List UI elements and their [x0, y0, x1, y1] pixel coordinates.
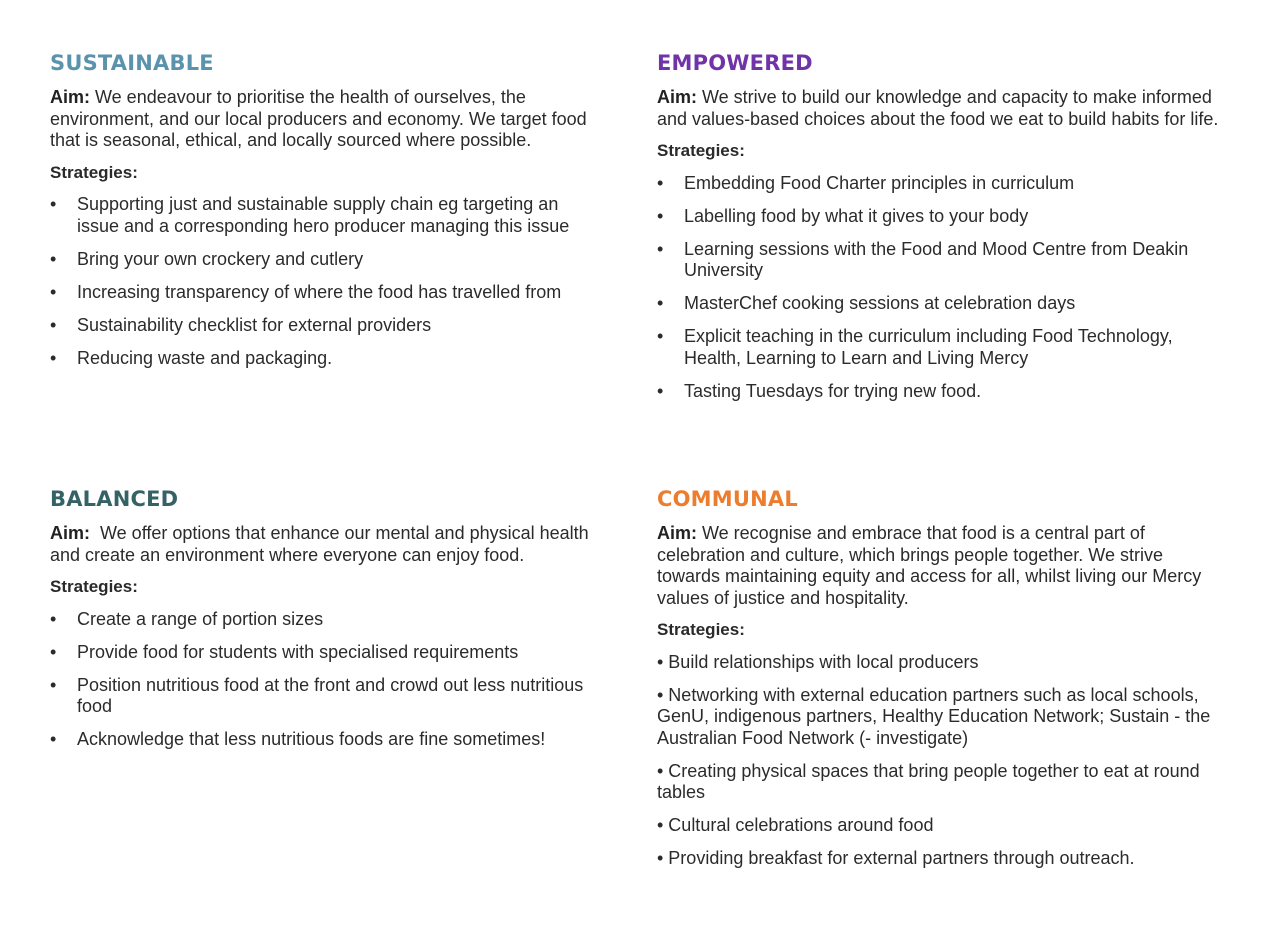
- bullet-icon: •: [50, 641, 57, 662]
- bullet-icon: •: [50, 608, 57, 629]
- list-item: [657, 206, 1225, 228]
- list-item: [50, 675, 602, 718]
- list-item: [657, 381, 1225, 403]
- aim-text: We recognise and embrace that food is a central part of celebration and culture, which brings people together. We strive towards maintaining equity and access for all, whilst living our Mercy values of justice and hospitality.: [657, 523, 1202, 608]
- aim-paragraph: [657, 523, 1225, 609]
- list-item-text: Sustainability checklist for external providers: [77, 314, 432, 335]
- list-item: [657, 293, 1225, 315]
- list-item: [657, 326, 1225, 369]
- bullet-icon: •: [50, 314, 57, 335]
- list-item: • Networking with external education partners such as local schools, GenU, indigenous partners, Healthy Education Network; Sustain - the Australian Food Network (- investigate): [657, 684, 1211, 748]
- section-title: COMMUNAL: [657, 487, 798, 511]
- list-item: • Providing breakfast for external partners through outreach.: [657, 848, 1135, 868]
- bullet-icon: •: [50, 281, 57, 302]
- strategies-heading: Strategies:: [50, 577, 138, 596]
- bullet-icon: •: [657, 326, 664, 346]
- list-item: • Cultural celebrations around food: [657, 815, 934, 835]
- section-title: BALANCED: [50, 487, 179, 511]
- list-item: [50, 642, 602, 664]
- aim-paragraph: [657, 87, 1225, 130]
- list-item-text: Provide food for students with specialised requirements: [77, 641, 519, 662]
- list-item-text: Supporting just and sustainable supply chain eg targeting an issue and a corresponding hero producer managing this issue: [77, 194, 570, 236]
- bullet-icon: •: [50, 347, 57, 368]
- bullet-icon: •: [50, 674, 57, 695]
- bullet-icon: •: [50, 248, 57, 269]
- section-title: SUSTAINABLE: [50, 51, 214, 75]
- list-item: [50, 315, 602, 337]
- section-sustainable: [50, 50, 602, 381]
- list-item-text: Explicit teaching in the curriculum including Food Technology, Health, Learning to Learn and Living Mercy: [684, 326, 1173, 368]
- list-item-text: Embedding Food Charter principles in curriculum: [684, 172, 1075, 193]
- section-communal: [657, 486, 1225, 881]
- aim-paragraph: [50, 87, 602, 152]
- bullet-icon: •: [657, 172, 664, 193]
- section-balanced: [50, 486, 602, 762]
- list-item: • Build relationships with local producers: [657, 651, 979, 672]
- list-item-text: Create a range of portion sizes: [77, 608, 324, 629]
- list-item-text: MasterChef cooking sessions at celebration days: [684, 293, 1076, 313]
- list-item-text: Increasing transparency of where the food has travelled from: [77, 281, 562, 302]
- aim-label: Aim:: [657, 87, 697, 107]
- bullet-icon: •: [657, 293, 664, 313]
- strategies-heading: Strategies:: [50, 162, 138, 182]
- aim-text: We offer options that enhance our mental and physical health and create an environment where everyone can enjoy food.: [50, 523, 594, 565]
- strategies-list: [50, 609, 602, 751]
- aim-text: We strive to build our knowledge and capacity to make informed and values-based choices about the food we eat to build habits for life.: [657, 87, 1219, 129]
- list-item: [50, 729, 602, 751]
- aim-label: Aim:: [50, 523, 90, 543]
- strategies-list: [50, 194, 602, 369]
- bullet-icon: •: [50, 729, 57, 749]
- section-empowered: [657, 50, 1225, 414]
- list-item-text: Reducing waste and packaging.: [77, 347, 333, 368]
- aim-label: Aim:: [657, 523, 697, 543]
- strategies-heading: Strategies:: [657, 620, 745, 639]
- strategies-list: [657, 173, 1225, 403]
- strategies-heading: Strategies:: [657, 141, 745, 160]
- bullet-icon: •: [657, 205, 664, 226]
- section-title: EMPOWERED: [657, 51, 813, 75]
- list-item: • Creating physical spaces that bring people together to eat at round tables: [657, 760, 1200, 802]
- list-item-text: Learning sessions with the Food and Mood Centre from Deakin University: [684, 238, 1189, 280]
- list-item: [657, 173, 1225, 195]
- list-item: [50, 194, 602, 237]
- bullet-icon: •: [657, 380, 664, 401]
- aim-label: Aim:: [50, 87, 90, 107]
- list-item-text: Position nutritious food at the front and crowd out less nutritious food: [77, 674, 584, 716]
- list-item-text: Acknowledge that less nutritious foods are fine sometimes!: [77, 729, 546, 749]
- list-item-text: Labelling food by what it gives to your body: [684, 205, 1029, 226]
- bullet-icon: •: [50, 194, 57, 214]
- aim-text: We endeavour to prioritise the health of ourselves, the environment, and our local producers and economy. We target food that is seasonal, ethical, and locally sourced where possible.: [50, 87, 587, 150]
- aim-paragraph: [50, 523, 602, 566]
- bullet-icon: •: [657, 238, 664, 259]
- list-item: [50, 249, 602, 271]
- list-item: [50, 609, 602, 631]
- list-item: [657, 239, 1225, 282]
- list-item-text: Tasting Tuesdays for trying new food.: [684, 380, 982, 401]
- list-item: [50, 282, 602, 304]
- list-item-text: Bring your own crockery and cutlery: [77, 248, 364, 269]
- list-item: [50, 348, 602, 370]
- strategies-list: [657, 652, 1225, 870]
